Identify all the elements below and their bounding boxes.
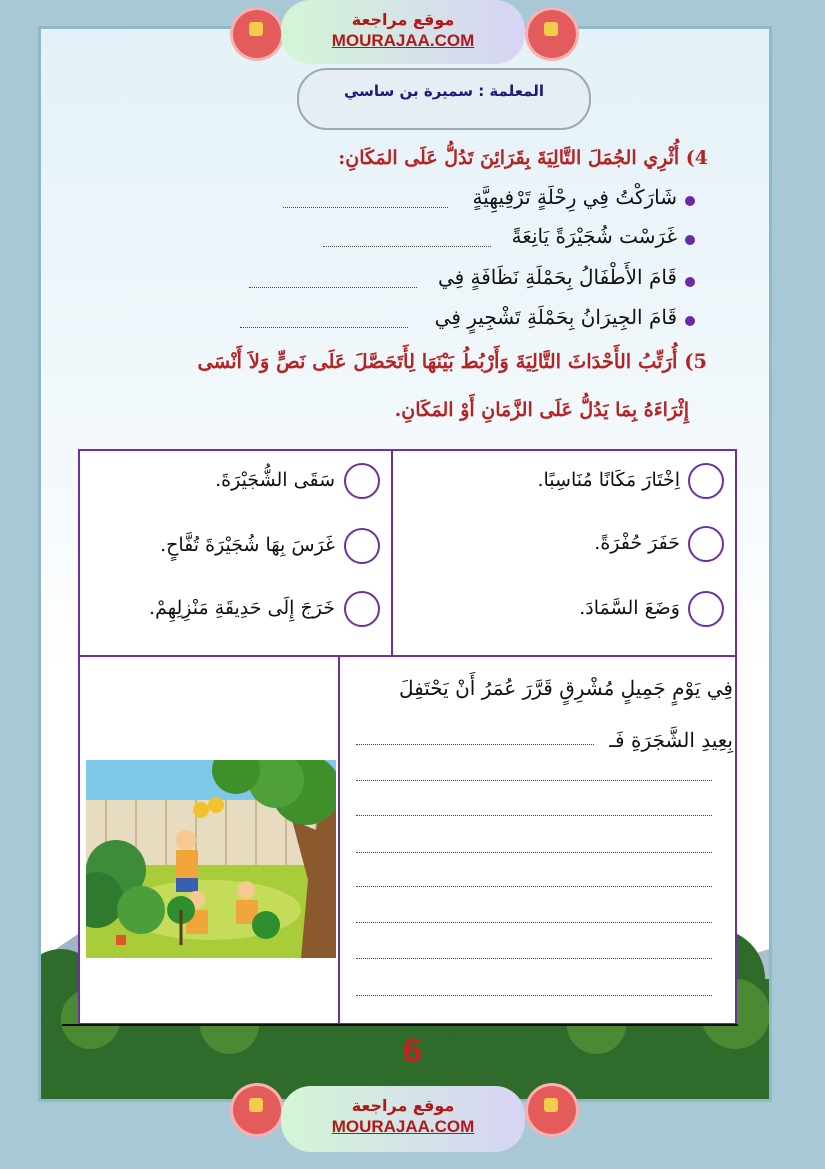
order-circle-icon[interactable]	[688, 591, 724, 627]
writing-line[interactable]	[356, 886, 712, 887]
logo-icon	[528, 1086, 576, 1134]
q4-item-3: قَامَ الأَطْفَالُ بِحَمْلَةِ نَظَافَةٍ فِي	[437, 265, 677, 289]
q4-item-4: قَامَ الجِيرَانُ بِحَمْلَةِ تَشْجِيرٍ فِي	[434, 305, 677, 329]
bullet-icon	[685, 235, 695, 245]
story-line-2: بِعِيدِ الشَّجَرَةِ فَـ	[609, 728, 733, 752]
writing-line[interactable]	[356, 815, 712, 816]
q4-item-2: غَرَسْت شُجَيْرَةً يَانِعَةً	[511, 224, 677, 248]
event-left-1: سَقَى الشُّجَيْرَةَ.	[215, 469, 335, 491]
question-5-line-1: 5) أُرَتِّبُ الأَحْدَاثَ التَّالِيَةَ وَأَرْبُطُ بَيْنَهَا لِأَتَحَصَّلَ عَلَى نَصٍّ وَلاَ أَنْسَى	[197, 350, 707, 373]
writing-divider	[338, 655, 340, 1025]
bullet-icon	[685, 316, 695, 326]
logo-icon	[233, 10, 281, 58]
question-5-line-2: إِثْرَاءَهُ بِمَا يَدُلُّ عَلَى الزَّمَانِ أَوْ المَكَانِ.	[394, 399, 689, 421]
page-number: 6	[403, 1032, 422, 1070]
order-circle-icon[interactable]	[344, 591, 380, 627]
event-left-3: خَرَجَ إِلَى حَدِيقَةِ مَنْزِلِهِمْ.	[149, 597, 335, 619]
site-name-latin[interactable]: MOURAJAA.COM	[331, 31, 475, 50]
bullet-icon	[685, 196, 695, 206]
teacher-name: المعلمة : سميرة بن ساسي	[343, 82, 545, 100]
answer-line[interactable]	[240, 327, 408, 328]
order-circle-icon[interactable]	[344, 528, 380, 564]
site-header-pill[interactable]	[281, 0, 525, 64]
teacher-cloud	[297, 68, 591, 130]
site-name-arabic: موقع مراجعة	[351, 10, 455, 29]
events-divider	[391, 449, 393, 657]
writing-line[interactable]	[356, 852, 712, 853]
q4-item-1: شَارَكْتُ فِي رِحْلَةٍ تَرْفِيهِيَّةٍ	[472, 185, 677, 209]
order-circle-icon[interactable]	[688, 463, 724, 499]
story-line-1: فِي يَوْمٍ جَمِيلٍ مُشْرِقٍ قَرَّرَ عُمَرُ أَنْ يَحْتَفِلَ	[398, 676, 733, 700]
answer-line[interactable]	[249, 287, 417, 288]
order-circle-icon[interactable]	[344, 463, 380, 499]
footer-rule	[62, 1024, 738, 1026]
event-left-2: غَرَسَ بِهَا شُجَيْرَةَ تُفَّاحٍ.	[160, 534, 335, 556]
order-circle-icon[interactable]	[688, 526, 724, 562]
writing-line[interactable]	[356, 922, 712, 923]
bullet-icon	[685, 277, 695, 287]
site-name-latin[interactable]: MOURAJAA.COM	[331, 1117, 475, 1136]
site-name-arabic: موقع مراجعة	[351, 1096, 455, 1115]
logo-icon	[528, 10, 576, 58]
event-right-1: اِخْتَارَ مَكَانًا مُنَاسِبًا.	[537, 469, 680, 491]
garden-illustration	[86, 760, 336, 958]
writing-line[interactable]	[356, 744, 594, 745]
question-4-title: 4) أُثْرِي الجُمَلَ التَّالِيَةَ بِقَرَائِنَ تَدُلُّ عَلَى المَكَانِ:	[338, 147, 708, 169]
answer-line[interactable]	[283, 207, 448, 208]
writing-line[interactable]	[356, 780, 712, 781]
writing-line[interactable]	[356, 958, 712, 959]
answer-line[interactable]	[323, 246, 491, 247]
site-footer-pill[interactable]	[281, 1086, 525, 1152]
logo-icon	[233, 1086, 281, 1134]
event-right-3: وَضَعَ السَّمَادَ.	[579, 597, 680, 619]
writing-line[interactable]	[356, 995, 712, 996]
event-right-2: حَفَرَ حُفْرَةً.	[594, 532, 680, 554]
